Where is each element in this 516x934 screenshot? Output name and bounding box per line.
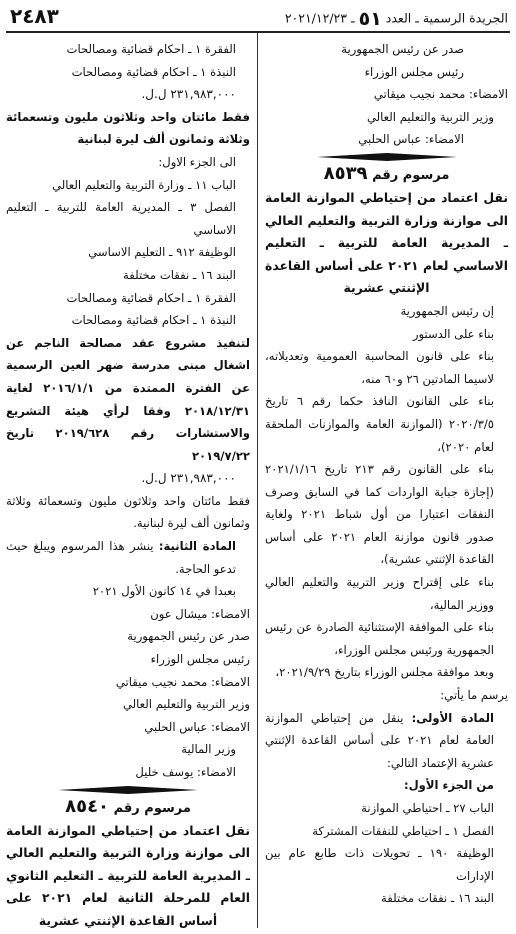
article-1-label: المادة الأولى: bbox=[411, 710, 494, 725]
separator-ornament bbox=[265, 151, 508, 163]
budget-item: الفقرة ١ ـ احكام قضائية ومصالحات bbox=[66, 290, 236, 305]
budget-item: الفصل ١ ـ احتياطي للنفقات المشتركة bbox=[312, 823, 494, 838]
budget-item: الفقرة ١ ـ احكام قضائية ومصالحات bbox=[66, 42, 236, 56]
decree-label: مرسوم رقم bbox=[372, 167, 450, 183]
decree-number: ٨٥٤٠ bbox=[65, 795, 110, 817]
minister-title: وزير المالية bbox=[181, 742, 236, 757]
sign-line: رئيس مجلس الوزراء bbox=[150, 652, 250, 667]
article-2-text: ينشر هذا المرسوم ويبلغ حيث تدعو الحاجة. bbox=[6, 539, 236, 576]
sign-line: صدر عن رئيس الجمهورية bbox=[341, 42, 464, 56]
budget-item: الوظيفة ٩١٢ ـ التعليم الاساسي bbox=[88, 245, 236, 260]
budget-item: البند ١٦ ـ نفقات مختلفة bbox=[381, 891, 494, 906]
budget-item: النبذة ١ ـ احكام قضائية ومصالحات bbox=[71, 64, 236, 79]
column-divider bbox=[257, 33, 258, 928]
place-date: بعبدا في ١٤ كانون الأول ٢٠٢١ bbox=[92, 584, 236, 599]
preamble: وبعد موافقة مجلس الوزراء بتاريخ ٢٠٢١/٩/٢٩، bbox=[275, 665, 494, 680]
amount-words: فقط مائتان واحد وثلاثون مليون وتسعمائة وثلاثة وثمانون ألف ليرة لبنانية bbox=[6, 109, 250, 147]
preamble: بناء على إقتراح وزير التربية والتعليم العالي ووزير المالية، bbox=[265, 575, 494, 612]
decree-title: نقل اعتماد من إحتياطي الموازنة العامة الى موازنة وزارة التربية والتعليم العالي ـ المديرية العامة للتربية ـ التعليم الثانوي العام للمرحلة الثانية لعام ٢٠٢١ على أساس القاعدة الإثنتي عشرية bbox=[6, 822, 250, 928]
decree-heading bbox=[265, 163, 508, 187]
amount-figure: ٢٣١,٩٨٣,٠٠٠ ل.ل. bbox=[141, 87, 236, 102]
decree-heading bbox=[6, 796, 250, 820]
decree-title: نقل اعتماد من إحتياطي الموازنة العامة الى موازنة وزارة التربية والتعليم العالي ـ المديرية العامة للتربية ـ التعليم الاساسي لعام ٢٠٢١ على أساس القاعدة الإثنتي عشرية bbox=[265, 189, 508, 296]
right-column bbox=[265, 38, 508, 910]
from-part: من الجزء الأول: bbox=[403, 778, 494, 793]
amount-figure: ٢٣١,٩٨٣,٠٠٠ ل.ل. bbox=[141, 471, 236, 486]
sign-line: رئيس مجلس الوزراء bbox=[364, 64, 464, 79]
preamble: بناء على القانون رقم ٢١٣ تاريخ ٢٠٢١/١/١٦ (إجازة جباية الواردات كما في السابق وصرف النفقات اعتبارا من أول شباط ٢٠٢١ ولغاية صدور قانون موازنة العام ٢٠٢١ على أساس القاعدة الإثنتي عشرية)، bbox=[265, 462, 494, 567]
article-1 bbox=[265, 707, 508, 775]
sign-line: صدر عن رئيس الجمهورية bbox=[127, 629, 250, 644]
left-column bbox=[6, 38, 250, 933]
amount-words: فقط مائتان واحد وثلاثون مليون وتسعمائة وثلاثة وثمانون ألف ليرة لبنانية. bbox=[6, 493, 250, 531]
issue-date: ـ ٢٠٢١/١٢/٢٣ bbox=[284, 10, 355, 26]
preamble: بناء على القانون النافذ حكما رقم ٦ تاريخ ٢٠٢٠/٣/٥ (الموازنة العامة والموازنات الملحقة لعام ٢٠٢٠)، bbox=[265, 394, 494, 454]
page-number: ٢٤٨٣ bbox=[10, 4, 59, 28]
article-2-label: المادة الثانية: bbox=[158, 539, 236, 554]
page-header bbox=[6, 4, 510, 30]
sign-line: الامضاء: محمد نجيب ميقاتي bbox=[115, 674, 250, 689]
president-signature: الامضاء: ميشال عون bbox=[150, 606, 250, 621]
preamble: بناء على قانون المحاسبة العمومية وتعديلاته، لاسيما المادتين ٢٦ و٦٠ منه، bbox=[265, 349, 494, 386]
issue-number: ٥١ bbox=[358, 8, 382, 30]
article-1-text: ينقل من إحتياطي الموازنة العامة لعام ٢٠٢١ على أساس القاعدة الإثنتي عشرية الإعتماد التالي: bbox=[265, 710, 495, 770]
minister-signature: الامضاء: عباس الحلبي bbox=[144, 719, 250, 734]
budget-item: البند ١٦ ـ نفقات مختلفة bbox=[123, 267, 236, 282]
purpose-text: لتنفيذ مشروع عقد مصالحة الناجم عن اشغال مبنى مدرسة ضهر العين الرسمية عن الفترة الممتدة من ٢٠١٦/١/١ لغاية ٢٠١٨/١٢/٣١ وفقا لرأي هيئة التشريع والاستشارات رقم ٢٠١٩/٦٢٨ تاريخ ٢٠١٩/٧/٢٢ bbox=[6, 335, 251, 463]
header-rule bbox=[6, 31, 510, 33]
budget-item: النبذة ١ ـ احكام قضائية ومصالحات bbox=[71, 313, 236, 328]
preamble: بناء على الموافقة الإستثنائية الصادرة عن رئيس الجمهورية ورئيس مجلس الوزراء، bbox=[265, 620, 494, 657]
article-2 bbox=[6, 535, 250, 580]
budget-item: الباب ٢٧ ـ احتياطي الموازنة bbox=[361, 801, 494, 815]
decree-label: مرسوم رقم bbox=[113, 800, 191, 816]
budget-item: الوظيفة ١٩٠ ـ تحويلات ذات طابع عام بين الإدارات bbox=[265, 846, 494, 883]
minister-title: وزير التربية والتعليم العالي bbox=[122, 697, 250, 712]
to-part: الى الجزء الاول: bbox=[158, 154, 236, 169]
preamble: بناء على الدستور bbox=[412, 326, 494, 341]
minister-signature: الامضاء: يوسف خليل bbox=[135, 765, 236, 779]
budget-item: الباب ١١ ـ وزارة التربية والتعليم العالي bbox=[52, 177, 236, 192]
budget-item: الفصل ٣ ـ المديرية العامة للتربية ـ التعليم الاساسي bbox=[6, 200, 236, 237]
decree-number: ٨٥٣٩ bbox=[323, 162, 368, 184]
header-journal bbox=[285, 8, 508, 30]
separator-ornament bbox=[6, 784, 250, 796]
decrees-line: يرسم ما يأتي: bbox=[440, 688, 508, 703]
sign-line: الامضاء: عباس الحلبي bbox=[358, 132, 464, 147]
sign-line: وزير التربية والتعليم العالي bbox=[366, 109, 494, 124]
sign-line: الامضاء: محمد نجيب ميقاتي bbox=[373, 87, 508, 102]
preamble: إن رئيس الجمهورية bbox=[400, 303, 494, 318]
journal-name: الجريدة الرسمية ـ العدد bbox=[385, 10, 508, 26]
